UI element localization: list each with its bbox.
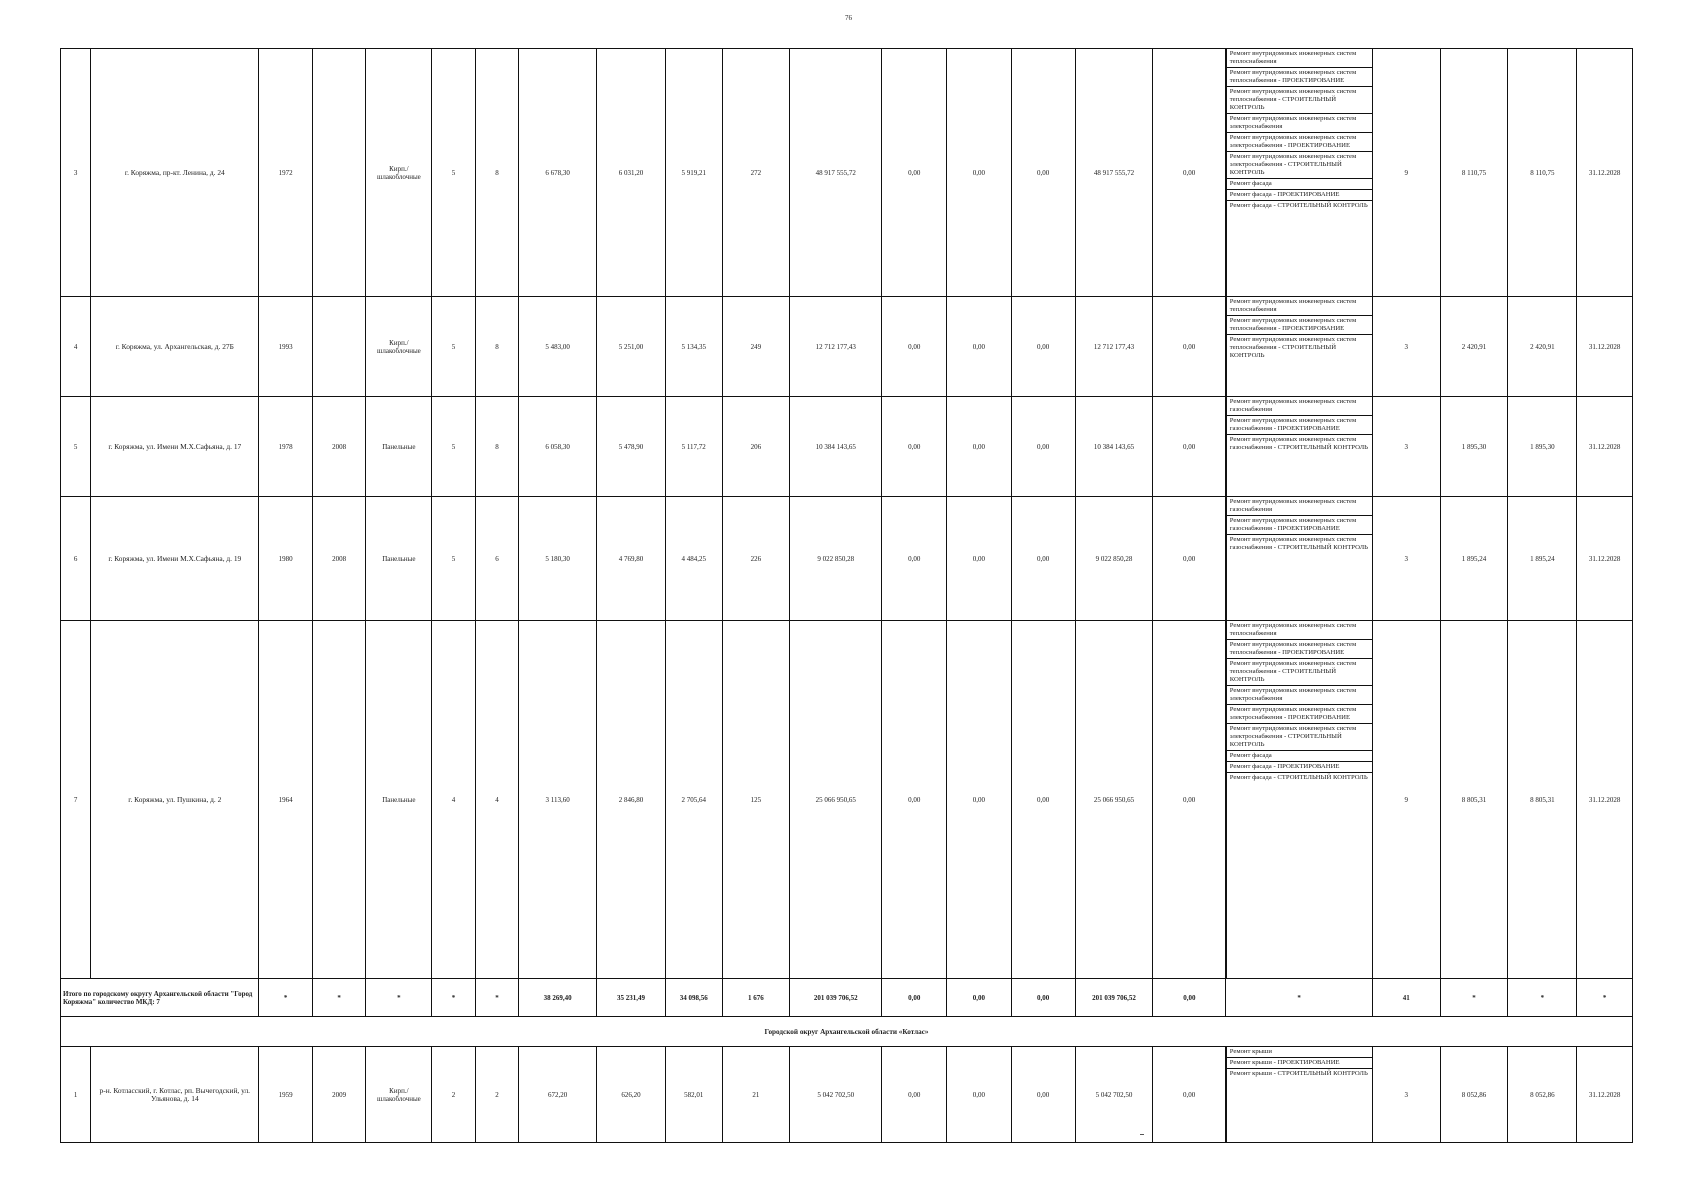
- floors: 5: [432, 397, 475, 497]
- max-cost: 1 895,30: [1508, 397, 1577, 497]
- fund-federal: 0,00: [882, 1047, 947, 1143]
- total-dash: *: [259, 979, 313, 1017]
- works-cell: [1226, 397, 1373, 497]
- floors: 4: [432, 621, 475, 979]
- row-number: 1: [61, 1047, 91, 1143]
- works-cell: [1226, 1047, 1373, 1143]
- table-row: [61, 397, 1633, 497]
- total-residents: 1 676: [722, 979, 790, 1017]
- fund-federal: 0,00: [882, 297, 947, 397]
- year-built: 1978: [259, 397, 313, 497]
- max-cost: 8 052,86: [1508, 1047, 1577, 1143]
- table-row: [61, 497, 1633, 621]
- total-dash: *: [1440, 979, 1508, 1017]
- cost-total: 5 042 702,50: [790, 1047, 882, 1143]
- total-fund-owners: 201 039 706,52: [1075, 979, 1153, 1017]
- year-built: 1959: [259, 1047, 313, 1143]
- total-fund-federal: 0,00: [882, 979, 947, 1017]
- residents: 21: [722, 1047, 790, 1143]
- residents: 272: [722, 49, 790, 297]
- work-item: Ремонт внутридомовых инженерных систем теплоснабжения - ПРОЕКТИРОВАНИЕ: [1227, 68, 1372, 87]
- area-total: 6 678,30: [519, 49, 597, 297]
- area-premises: 6 031,20: [597, 49, 666, 297]
- year-overhaul: 2008: [312, 397, 366, 497]
- max-cost: 8 110,75: [1508, 49, 1577, 297]
- table-row: [61, 621, 1633, 979]
- unit-cost: 8 805,31: [1440, 621, 1508, 979]
- work-item: Ремонт внутридомовых инженерных систем газоснабжения: [1227, 397, 1372, 416]
- work-item: Ремонт внутридомовых инженерных систем теплоснабжения: [1227, 621, 1372, 640]
- unit-cost: 8 110,75: [1440, 49, 1508, 297]
- work-item: Ремонт крыши: [1227, 1047, 1372, 1058]
- fund-owners: 5 042 702,50: [1075, 1047, 1153, 1143]
- entrances: 6: [475, 497, 518, 621]
- scan-mark: [1140, 1134, 1144, 1135]
- address: г. Коряжма, пр-кт. Ленина, д. 24: [91, 49, 259, 297]
- work-item: Ремонт фасада: [1227, 751, 1372, 762]
- address: г. Коряжма, ул. Имени М.Х.Сафьяна, д. 19: [91, 497, 259, 621]
- area-residential: 4 484,25: [665, 497, 722, 621]
- address: р-н. Котласский, г. Котлас, рп. Вычегодский, ул. Ульянова, д. 14: [91, 1047, 259, 1143]
- work-item: Ремонт внутридомовых инженерных систем теплоснабжения - ПРОЕКТИРОВАНИЕ: [1227, 640, 1372, 659]
- year-overhaul: [312, 621, 366, 979]
- work-item: Ремонт внутридомовых инженерных систем теплоснабжения - ПРОЕКТИРОВАНИЕ: [1227, 316, 1372, 335]
- residents: 249: [722, 297, 790, 397]
- unit-cost: 1 895,30: [1440, 397, 1508, 497]
- total-dash: *: [366, 979, 432, 1017]
- area-premises: 626,20: [597, 1047, 666, 1143]
- section-header-row: [61, 1017, 1633, 1047]
- cost-total: 25 066 950,65: [790, 621, 882, 979]
- residents: 206: [722, 397, 790, 497]
- fund-other: 0,00: [1153, 497, 1226, 621]
- work-item: Ремонт внутридомовых инженерных систем теплоснабжения - СТРОИТЕЛЬНЫЙ КОНТРОЛЬ: [1227, 87, 1372, 114]
- fund-regional: 0,00: [947, 397, 1012, 497]
- total-cost: 201 039 706,52: [790, 979, 882, 1017]
- row-number: 3: [61, 49, 91, 297]
- area-total: 3 113,60: [519, 621, 597, 979]
- entrances: 4: [475, 621, 518, 979]
- works-count: 3: [1372, 497, 1440, 621]
- total-dash: *: [1508, 979, 1577, 1017]
- area-residential: 5 117,72: [665, 397, 722, 497]
- work-item: Ремонт крыши - СТРОИТЕЛЬНЫЙ КОНТРОЛЬ: [1229, 1070, 1368, 1077]
- address: г. Коряжма, ул. Имени М.Х.Сафьяна, д. 17: [91, 397, 259, 497]
- works-count: 9: [1372, 49, 1440, 297]
- year-overhaul: [312, 297, 366, 397]
- address: г. Коряжма, ул. Архангельская, д. 27Б: [91, 297, 259, 397]
- work-item: Ремонт внутридомовых инженерных систем теплоснабжения - СТРОИТЕЛЬНЫЙ КОНТРОЛЬ: [1229, 336, 1357, 359]
- year-built: 1972: [259, 49, 313, 297]
- works-count: 9: [1372, 621, 1440, 979]
- fund-other: 0,00: [1153, 297, 1226, 397]
- fund-other: 0,00: [1153, 1047, 1226, 1143]
- fund-local: 0,00: [1011, 397, 1075, 497]
- fund-regional: 0,00: [947, 297, 1012, 397]
- page-number: 76: [845, 14, 852, 22]
- deadline: 31.12.2028: [1577, 497, 1633, 621]
- year-built: 1980: [259, 497, 313, 621]
- work-item: Ремонт внутридомовых инженерных систем теплоснабжения - СТРОИТЕЛЬНЫЙ КОНТРОЛЬ: [1227, 659, 1372, 686]
- fund-other: 0,00: [1153, 397, 1226, 497]
- fund-owners: 25 066 950,65: [1075, 621, 1153, 979]
- total-fund-local: 0,00: [1011, 979, 1075, 1017]
- work-item: Ремонт внутридомовых инженерных систем электроснабжения: [1227, 686, 1372, 705]
- residents: 125: [722, 621, 790, 979]
- cost-total: 12 712 177,43: [790, 297, 882, 397]
- work-item: Ремонт внутридомовых инженерных систем электроснабжения - СТРОИТЕЛЬНЫЙ КОНТРОЛЬ: [1227, 724, 1372, 751]
- works-count: 3: [1372, 297, 1440, 397]
- deadline: 31.12.2028: [1577, 297, 1633, 397]
- work-item: Ремонт фасада - СТРОИТЕЛЬНЫЙ КОНТРОЛЬ: [1229, 774, 1368, 781]
- table-row: [61, 49, 1633, 297]
- work-item: Ремонт внутридомовых инженерных систем теплоснабжения: [1227, 49, 1372, 68]
- work-item: Ремонт крыши - ПРОЕКТИРОВАНИЕ: [1227, 1058, 1372, 1069]
- total-dash: *: [312, 979, 366, 1017]
- total-works-count: 41: [1372, 979, 1440, 1017]
- work-item: Ремонт внутридомовых инженерных систем газоснабжения - ПРОЕКТИРОВАНИЕ: [1227, 516, 1372, 535]
- fund-regional: 0,00: [947, 49, 1012, 297]
- row-number: 6: [61, 497, 91, 621]
- area-total: 5 180,30: [519, 497, 597, 621]
- wall-material: Панельные: [366, 621, 432, 979]
- max-cost: 8 805,31: [1508, 621, 1577, 979]
- area-residential: 5 134,35: [665, 297, 722, 397]
- fund-local: 0,00: [1011, 1047, 1075, 1143]
- total-dash: *: [432, 979, 475, 1017]
- wall-material: Кирп./шлакоблочные: [366, 49, 432, 297]
- work-item: Ремонт фасада - ПРОЕКТИРОВАНИЕ: [1227, 190, 1372, 201]
- residents: 226: [722, 497, 790, 621]
- total-dash: *: [1226, 979, 1373, 1017]
- work-item: Ремонт внутридомовых инженерных систем газоснабжения - СТРОИТЕЛЬНЫЙ КОНТРОЛЬ: [1229, 436, 1368, 451]
- table-row: [61, 1047, 1633, 1143]
- works-cell: [1226, 497, 1373, 621]
- unit-cost: 8 052,86: [1440, 1047, 1508, 1143]
- area-residential: 2 705,64: [665, 621, 722, 979]
- work-item: Ремонт внутридомовых инженерных систем электроснабжения - ПРОЕКТИРОВАНИЕ: [1227, 133, 1372, 152]
- area-premises: 2 846,80: [597, 621, 666, 979]
- year-built: 1993: [259, 297, 313, 397]
- fund-local: 0,00: [1011, 621, 1075, 979]
- cost-total: 48 917 555,72: [790, 49, 882, 297]
- works-cell: [1226, 297, 1373, 397]
- row-number: 7: [61, 621, 91, 979]
- fund-federal: 0,00: [882, 497, 947, 621]
- capital-repair-register-table: [60, 48, 1633, 1143]
- works-count: 3: [1372, 1047, 1440, 1143]
- cost-total: 9 022 850,28: [790, 497, 882, 621]
- total-area-premises: 35 231,49: [597, 979, 666, 1017]
- table-row: [61, 297, 1633, 397]
- wall-material: Кирп./шлакоблочные: [366, 1047, 432, 1143]
- fund-owners: 10 384 143,65: [1075, 397, 1153, 497]
- unit-cost: 2 420,91: [1440, 297, 1508, 397]
- fund-other: 0,00: [1153, 49, 1226, 297]
- entrances: 8: [475, 297, 518, 397]
- fund-regional: 0,00: [947, 1047, 1012, 1143]
- floors: 5: [432, 297, 475, 397]
- entrances: 8: [475, 397, 518, 497]
- area-premises: 5 251,00: [597, 297, 666, 397]
- total-row: [61, 979, 1633, 1017]
- deadline: 31.12.2028: [1577, 621, 1633, 979]
- work-item: Ремонт внутридомовых инженерных систем газоснабжения - СТРОИТЕЛЬНЫЙ КОНТРОЛЬ: [1229, 536, 1368, 551]
- fund-federal: 0,00: [882, 397, 947, 497]
- area-total: 5 483,00: [519, 297, 597, 397]
- floors: 5: [432, 497, 475, 621]
- work-item: Ремонт внутридомовых инженерных систем теплоснабжения: [1227, 297, 1372, 316]
- fund-owners: 9 022 850,28: [1075, 497, 1153, 621]
- cost-total: 10 384 143,65: [790, 397, 882, 497]
- fund-regional: 0,00: [947, 497, 1012, 621]
- max-cost: 1 895,24: [1508, 497, 1577, 621]
- year-built: 1964: [259, 621, 313, 979]
- fund-local: 0,00: [1011, 49, 1075, 297]
- max-cost: 2 420,91: [1508, 297, 1577, 397]
- total-dash: *: [475, 979, 518, 1017]
- wall-material: Панельные: [366, 397, 432, 497]
- area-premises: 4 769,80: [597, 497, 666, 621]
- fund-local: 0,00: [1011, 497, 1075, 621]
- work-item: Ремонт внутридомовых инженерных систем газоснабжения: [1227, 497, 1372, 516]
- works-count: 3: [1372, 397, 1440, 497]
- floors: 5: [432, 49, 475, 297]
- unit-cost: 1 895,24: [1440, 497, 1508, 621]
- work-item: Ремонт внутридомовых инженерных систем электроснабжения: [1227, 114, 1372, 133]
- area-residential: 582,01: [665, 1047, 722, 1143]
- row-number: 5: [61, 397, 91, 497]
- fund-owners: 48 917 555,72: [1075, 49, 1153, 297]
- total-area-total: 38 269,40: [519, 979, 597, 1017]
- building-rows: [61, 49, 1633, 1143]
- total-fund-other: 0,00: [1153, 979, 1226, 1017]
- year-overhaul: 2009: [312, 1047, 366, 1143]
- work-item: Ремонт фасада: [1227, 179, 1372, 190]
- year-overhaul: 2008: [312, 497, 366, 621]
- total-area-residential: 34 098,56: [665, 979, 722, 1017]
- deadline: 31.12.2028: [1577, 49, 1633, 297]
- wall-material: Кирп./шлакоблочные: [366, 297, 432, 397]
- works-cell: [1226, 621, 1373, 979]
- fund-federal: 0,00: [882, 49, 947, 297]
- area-total: 672,20: [519, 1047, 597, 1143]
- work-item: Ремонт внутридомовых инженерных систем электроснабжения - СТРОИТЕЛЬНЫЙ КОНТРОЛЬ: [1227, 152, 1372, 179]
- wall-material: Панельные: [366, 497, 432, 621]
- fund-local: 0,00: [1011, 297, 1075, 397]
- entrances: 2: [475, 1047, 518, 1143]
- floors: 2: [432, 1047, 475, 1143]
- area-residential: 5 919,21: [665, 49, 722, 297]
- work-item: Ремонт внутридомовых инженерных систем газоснабжения - ПРОЕКТИРОВАНИЕ: [1227, 416, 1372, 435]
- row-number: 4: [61, 297, 91, 397]
- work-item: Ремонт внутридомовых инженерных систем электроснабжения - ПРОЕКТИРОВАНИЕ: [1227, 705, 1372, 724]
- area-premises: 5 478,90: [597, 397, 666, 497]
- total-label: Итого по городскому округу Архангельской области "Город Коряжма" количество МКД: 7: [61, 979, 259, 1017]
- total-dash: *: [1577, 979, 1633, 1017]
- area-total: 6 058,30: [519, 397, 597, 497]
- fund-regional: 0,00: [947, 621, 1012, 979]
- fund-owners: 12 712 177,43: [1075, 297, 1153, 397]
- fund-federal: 0,00: [882, 621, 947, 979]
- total-fund-regional: 0,00: [947, 979, 1012, 1017]
- fund-other: 0,00: [1153, 621, 1226, 979]
- work-item: Ремонт фасада - СТРОИТЕЛЬНЫЙ КОНТРОЛЬ: [1229, 202, 1368, 209]
- works-cell: [1226, 49, 1373, 297]
- year-overhaul: [312, 49, 366, 297]
- deadline: 31.12.2028: [1577, 397, 1633, 497]
- deadline: 31.12.2028: [1577, 1047, 1633, 1143]
- section-title: Городской округ Архангельской области «Котлас»: [61, 1017, 1633, 1047]
- address: г. Коряжма, ул. Пушкина, д. 2: [91, 621, 259, 979]
- work-item: Ремонт фасада - ПРОЕКТИРОВАНИЕ: [1227, 762, 1372, 773]
- entrances: 8: [475, 49, 518, 297]
